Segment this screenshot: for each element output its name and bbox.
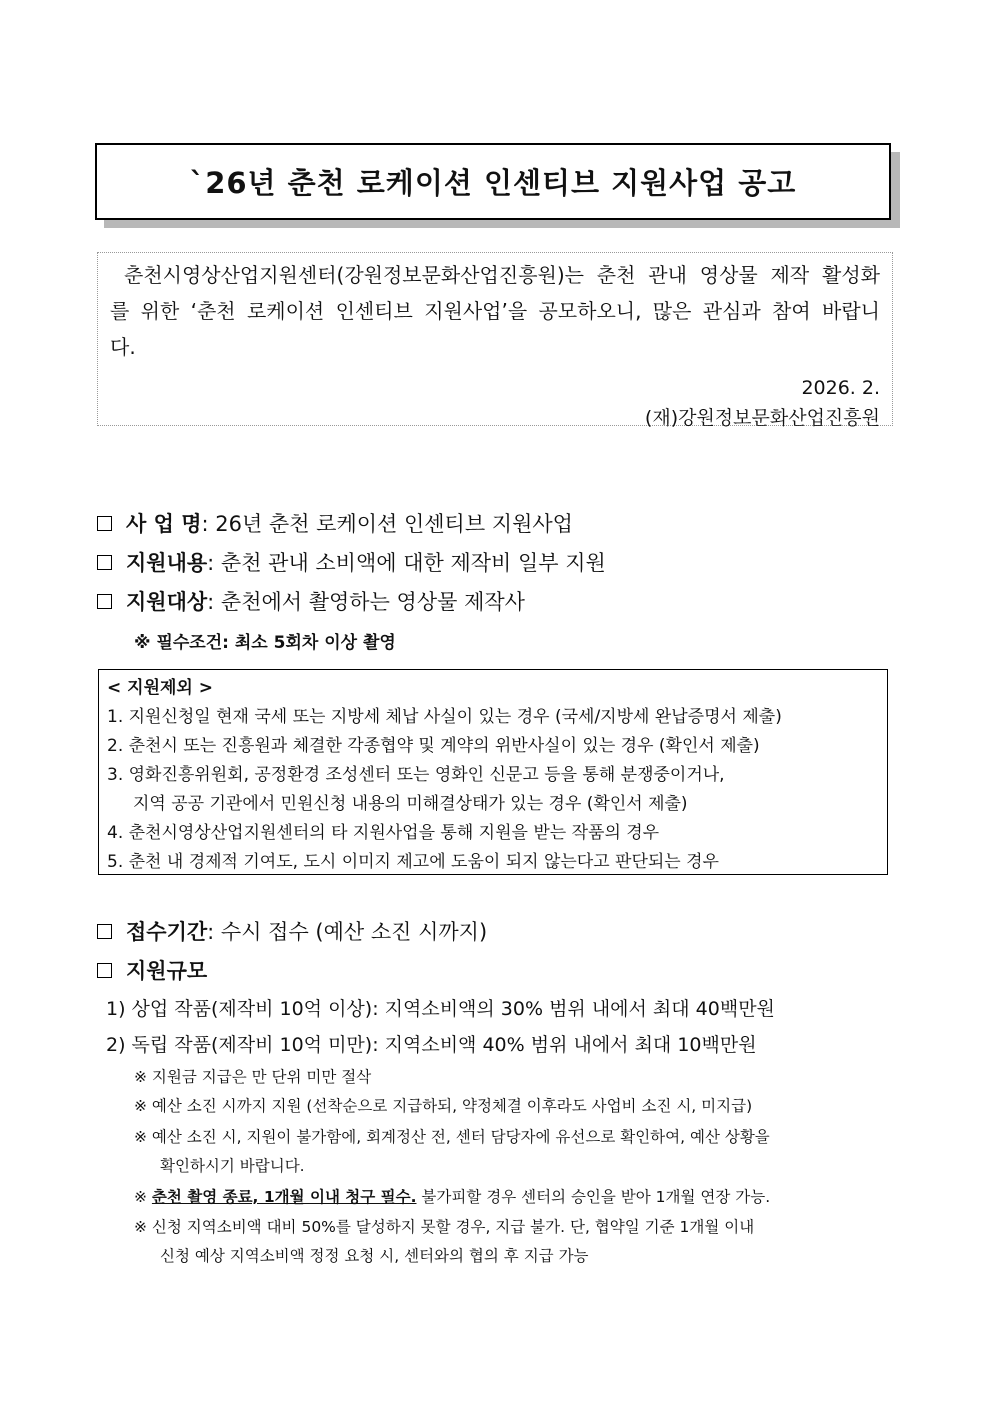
checkbox-icon: [97, 555, 112, 570]
intro-text: 춘천시영상산업지원센터(강원정보문화산업진흥원)는 춘천 관내 영상물 제작 활성화를 위한 ‘춘천 로케이션 인센티브 지원사업’을 공모하오니, 많은 관심과 참여 바랍니다.: [110, 263, 880, 359]
intro-date: 2026. 2.: [801, 377, 880, 399]
item-value: : 춘천 관내 소비액에 대한 제작비 일부 지원: [207, 551, 606, 575]
checkbox-icon: [97, 963, 112, 978]
exclusion-row: 5. 춘천 내 경제적 기여도, 도시 이미지 제고에 도움이 되지 않는다고 판단되는 경우: [107, 852, 719, 872]
note: 신청 예상 지역소비액 정정 요청 시, 센터와의 협의 후 지급 가능: [160, 1247, 589, 1265]
scale-row: 1) 상업 작품(제작비 10억 이상): 지역소비액의 30% 범위 내에서 최대 40백만원: [106, 998, 775, 1020]
checkbox-icon: [97, 594, 112, 609]
note: ※ 예산 소진 시까지 지원 (선착순으로 지급하되, 약정체결 이후라도 사업비 소진 시, 미지급): [134, 1097, 753, 1115]
item-label: 사 업 명: [126, 512, 202, 536]
page-title: `26년 춘천 로케이션 인센티브 지원사업 공고: [95, 143, 891, 220]
exclusion-row: 2. 춘천시 또는 진흥원과 체결한 각종협약 및 계약의 위반사실이 있는 경우 (확인서 제출): [107, 736, 760, 756]
requirement-note: ※ 필수조건: 최소 5회차 이상 촬영: [134, 633, 396, 653]
intro-box: [97, 252, 893, 429]
item-support-content: [97, 547, 606, 577]
exclusion-heading: < 지원제외 >: [107, 678, 214, 698]
item-support-target: [97, 586, 525, 616]
checkbox-icon: [97, 516, 112, 531]
intro-org: (재)강원정보문화산업진흥원: [644, 407, 880, 429]
note-deadline: [134, 1186, 770, 1208]
item-label: 접수기간: [126, 920, 208, 944]
item-value: : 수시 접수 (예산 소진 시까지): [207, 920, 488, 944]
item-value: : 춘천에서 촬영하는 영상물 제작사: [207, 590, 525, 614]
note-rest: 불가피할 경우 센터의 승인을 받아 1개월 연장 가능.: [416, 1188, 771, 1206]
item-business-name: [97, 508, 573, 538]
item-label: 지원규모: [126, 959, 208, 983]
item-support-scale: [97, 955, 207, 985]
exclusion-row: 지역 공공 기관에서 민원신청 내용의 미해결상태가 있는 경우 (확인서 제출): [133, 794, 688, 814]
note-prefix: ※: [134, 1188, 152, 1206]
item-label: 지원대상: [126, 590, 208, 614]
note-emphasis: 춘천 촬영 종료, 1개월 이내 청구 필수.: [151, 1188, 417, 1206]
exclusion-row: 1. 지원신청일 현재 국세 또는 지방세 체납 사실이 있는 경우 (국세/지방세 완납증명서 제출): [107, 707, 782, 727]
exclusion-row: 4. 춘천시영상산업지원센터의 타 지원사업을 통해 지원을 받는 작품의 경우: [107, 823, 660, 843]
note: ※ 지원금 지급은 만 단위 미만 절삭: [134, 1068, 372, 1086]
note: ※ 신청 지역소비액 대비 50%를 달성하지 못할 경우, 지급 불가. 단, 협약일 기준 1개월 이내: [134, 1218, 755, 1236]
scale-row: 2) 독립 작품(제작비 10억 미만): 지역소비액 40% 범위 내에서 최대 10백만원: [106, 1034, 757, 1056]
checkbox-icon: [97, 924, 112, 939]
item-application-period: [97, 916, 487, 946]
exclusion-row: 3. 영화진흥위원회, 공정환경 조성센터 또는 영화인 신문고 등을 통해 분쟁중이거나,: [107, 765, 725, 785]
note: 확인하시기 바랍니다.: [160, 1157, 305, 1175]
item-value: : 26년 춘천 로케이션 인센티브 지원사업: [201, 512, 573, 536]
item-label: 지원내용: [126, 551, 208, 575]
note: ※ 예산 소진 시, 지원이 불가함에, 회계정산 전, 센터 담당자에 유선으로 확인하여, 예산 상황을: [134, 1128, 770, 1146]
exclusion-box: [98, 669, 888, 875]
